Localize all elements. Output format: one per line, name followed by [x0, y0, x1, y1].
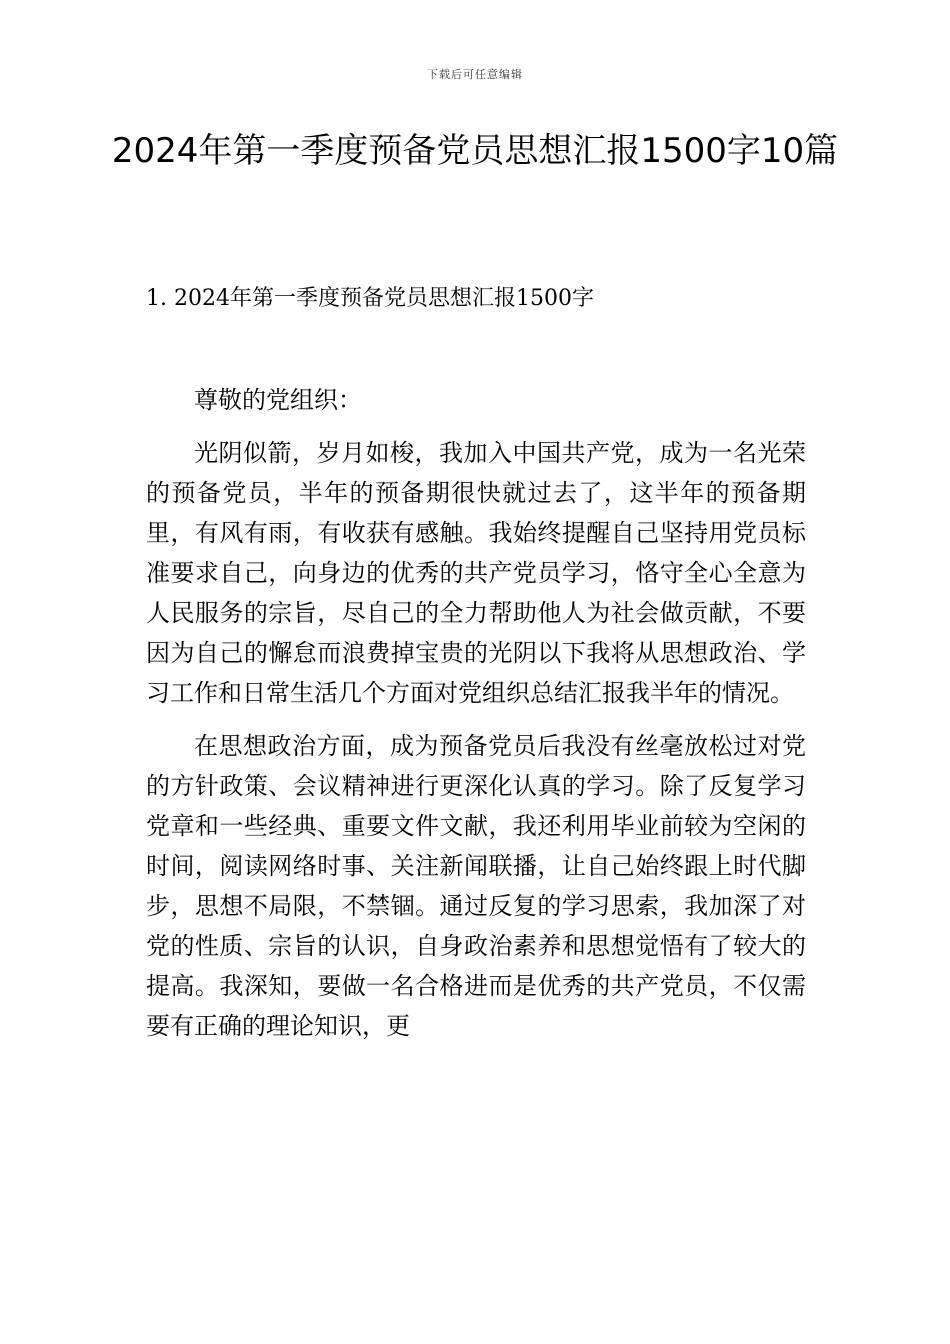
- document-title: 2024年第一季度预备党员思想汇报1500字10篇: [111, 131, 839, 171]
- document-body: [146, 380, 806, 1059]
- salutation: 尊敬的党组织：: [194, 386, 362, 414]
- header-note: 下载后可任意编辑: [427, 68, 523, 81]
- body-paragraph: 光阴似箭，岁月如梭，我加入中国共产党，成为一名光荣的预备党员，半年的预备期很快就过去了，这半年的预备期里，有风有雨，有收获有感触。我始终提醒自己坚持用党员标准要求自己，向身边的优秀的共产党员学习，恪守全心全意为人民服务的宗旨，尽自己的全力帮助他人为社会做贡献，不要因为自己的懈怠而浪费掉宝贵的光阴以下我将从思想政治、学习工作和日常生活几个方面对党组织总结汇报我半年的情况。: [146, 439, 806, 707]
- section-heading: 1. 2024年第一季度预备党员思想汇报1500字: [146, 286, 594, 311]
- body-paragraph: 在思想政治方面，成为预备党员后我没有丝毫放松过对党的方针政策、会议精神进行更深化认真的学习。除了反复学习党章和一些经典、重要文件文献，我还利用毕业前较为空闲的时间，阅读网络时事、关注新闻联播，让自己始终跟上时代脚步，思想不局限，不禁锢。通过反复的学习思索，我加深了对党的性质、宗旨的认识，自身政治素养和思想觉悟有了较大的提高。我深知，要做一名合格进而是优秀的共产党员，不仅需要有正确的理论知识，更: [146, 732, 806, 1040]
